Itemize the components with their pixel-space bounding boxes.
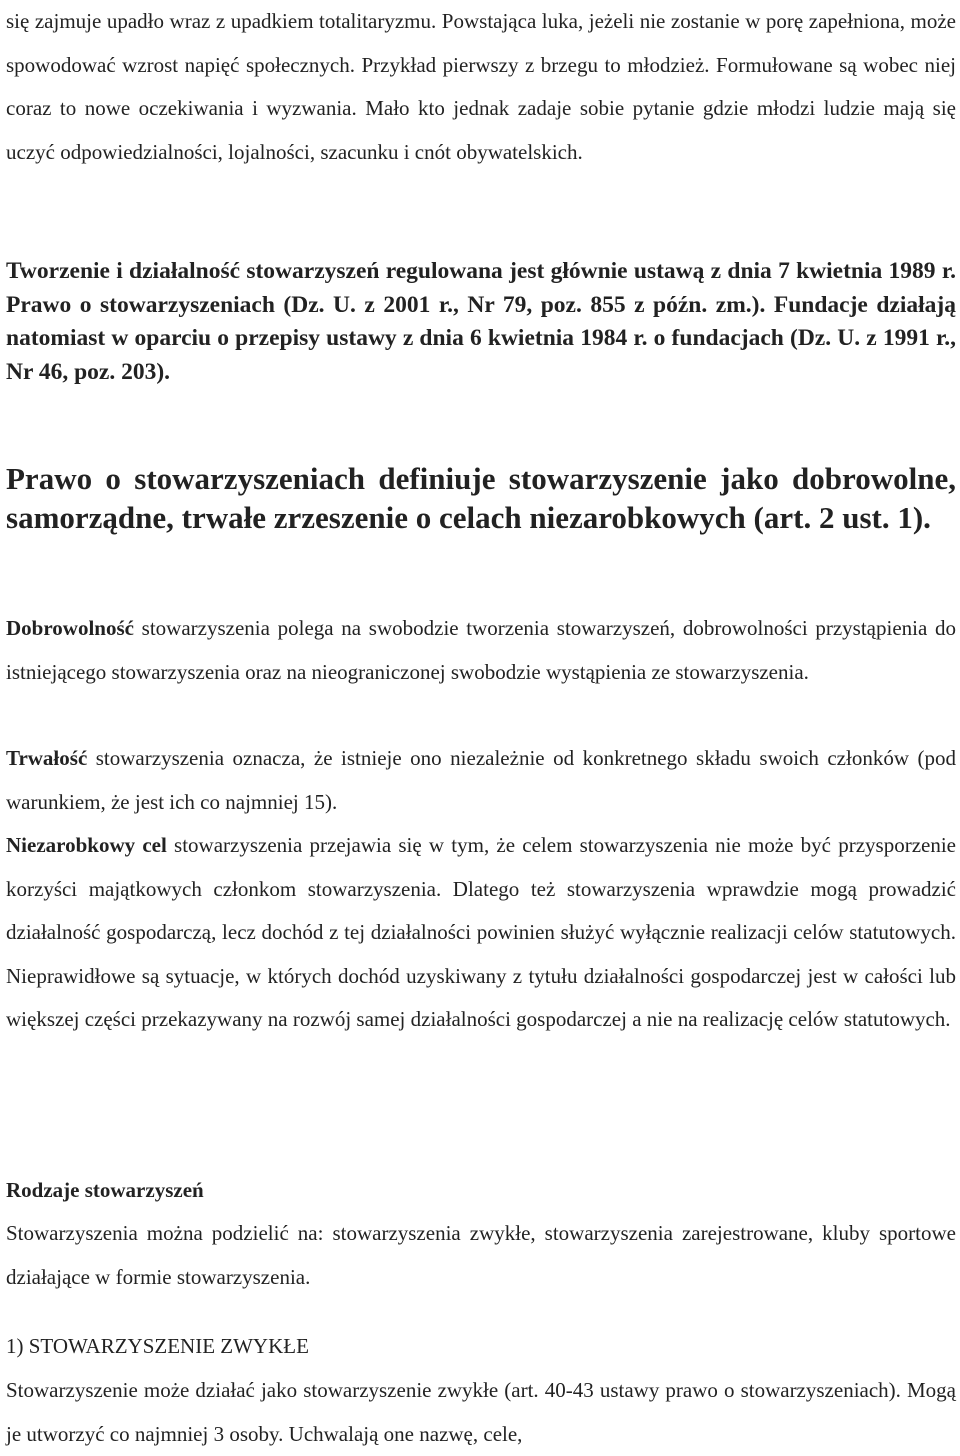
ordinary-association-heading: 1) STOWARZYSZENIE ZWYKŁE <box>6 1334 309 1358</box>
definition-paragraph: Prawo o stowarzyszeniach definiuje stowarzyszenie jako dobrowolne, samorządne, trwałe zrzeszenie o celach niezarobkowych (art. 2 ust. 1). <box>6 461 956 535</box>
voluntary-term: Dobrowolność <box>6 616 134 640</box>
durability-paragraph <box>6 737 956 824</box>
voluntary-text: stowarzyszenia polega na swobodzie tworzenia stowarzyszeń, dobrowolności przystąpienia do istniejącego stowarzyszenia oraz na nieograniczonej swobodzie wystąpienia ze stowarzyszenia. <box>6 616 956 684</box>
law-paragraph: Tworzenie i działalność stowarzyszeń regulowana jest głównie ustawą z dnia 7 kwietnia 1989 r. Prawo o stowarzyszeniach (Dz. U. z 2001 r., Nr 79, poz. 855 z późn. zm.). Fundacje działają natomiast w oparciu o przepisy ustawy z dnia 6 kwietnia 1984 r. o fundacjach (Dz. U. z 1991 r., Nr 46, poz. 203). <box>6 258 956 385</box>
durability-text: stowarzyszenia oznacza, że istnieje ono niezależnie od konkretnego składu swoich członków (pod warunkiem, że jest ich co najmniej 15). <box>6 746 956 814</box>
nonprofit-paragraph <box>6 824 956 1042</box>
types-paragraph: Stowarzyszenia można podzielić na: stowarzyszenia zwykłe, stowarzyszenia zarejestrowane, kluby sportowe działające w formie stowarzyszenia. <box>6 1221 956 1289</box>
ordinary-association-paragraph: Stowarzyszenie może działać jako stowarzyszenie zwykłe (art. 40-43 ustawy prawo o stowarzyszeniach). Mogą je utworzyć co najmniej 3 osoby. Uchwalają one nazwę, cele, <box>6 1378 956 1446</box>
types-heading: Rodzaje stowarzyszeń <box>6 1178 204 1202</box>
durability-term: Trwałość <box>6 746 88 770</box>
voluntary-paragraph <box>6 607 956 694</box>
intro-paragraph: się zajmuje upadło wraz z upadkiem totalitaryzmu. Powstająca luka, jeżeli nie zostanie w porę zapełniona, może spowodować wzrost napięć społecznych. Przykład pierwszy z brzegu to młodzież. Formułowane są wobec niej coraz to nowe oczekiwania i wyzwania. Mało kto jednak zadaje sobie pytanie gdzie młodzi ludzie mają się uczyć odpowiedzialności, lojalności, szacunku i cnót obywatelskich. <box>6 9 956 164</box>
nonprofit-term: Niezarobkowy cel <box>6 833 167 857</box>
nonprofit-text: stowarzyszenia przejawia się w tym, że celem stowarzyszenia nie może być przysporzenie korzyści majątkowych członkom stowarzyszenia. Dlatego też stowarzyszenia wprawdzie mogą prowadzić działalność gospodarczą, lecz dochód z tej działalności powinien służyć wyłącznie realizacji celów statutowych. Nieprawidłowe są sytuacje, w których dochód uzyskiwany z tytułu działalności gospodarczej jest w całości lub większej części przekazywany na rozwój samej działalności gospodarczej a nie na realizację celów statutowych. <box>6 833 957 1031</box>
